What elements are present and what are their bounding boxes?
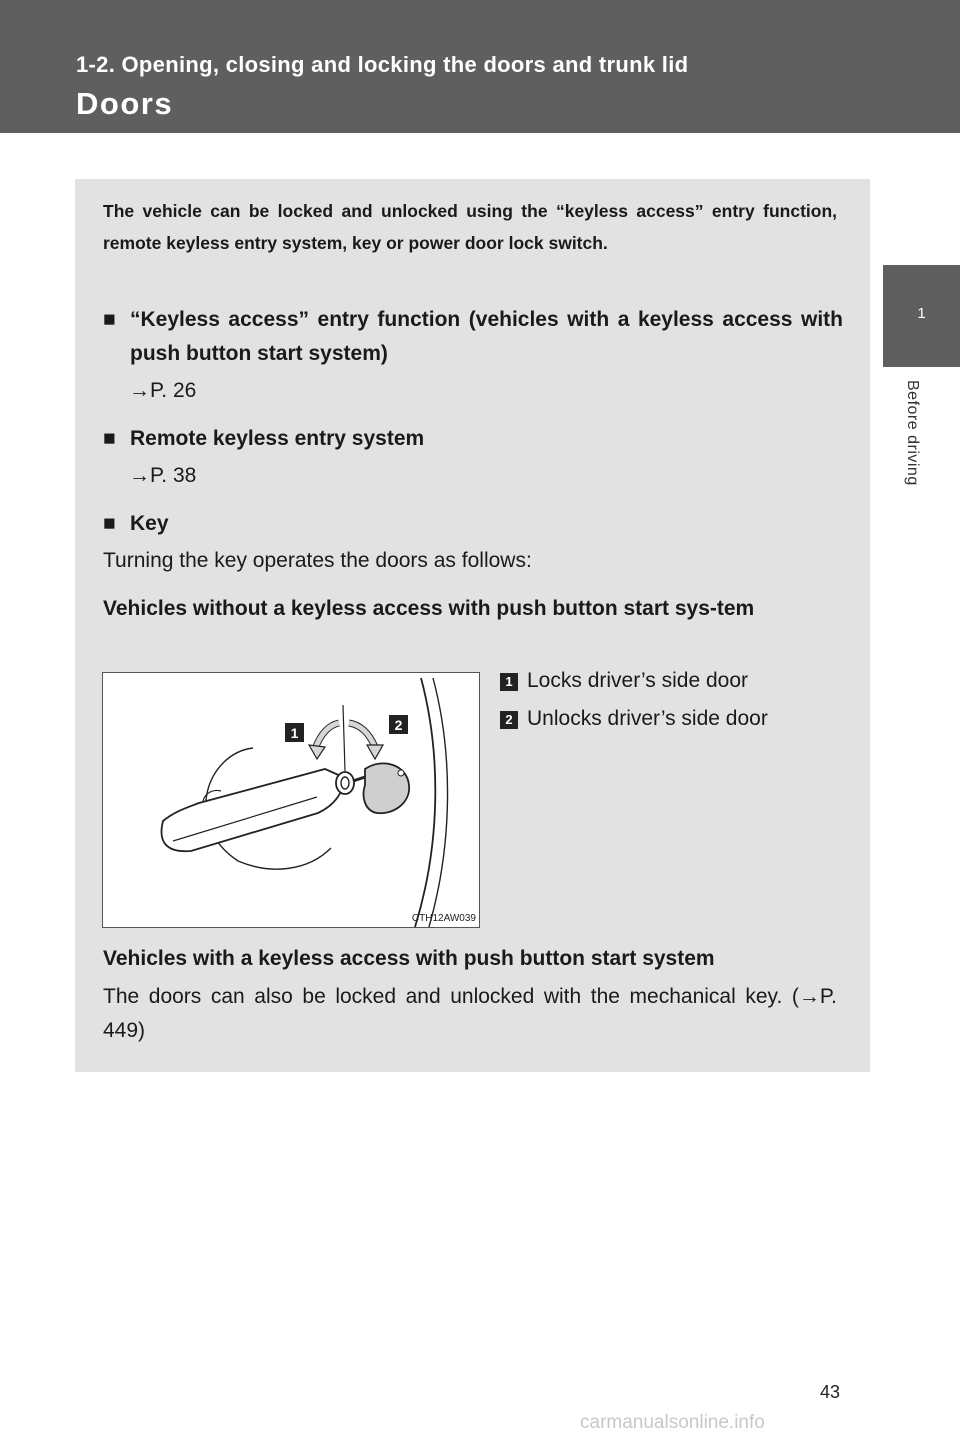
legend-text: Unlocks driver’s side door: [527, 707, 768, 730]
legend-item-lock: [500, 666, 748, 696]
chapter-label: Before driving: [904, 380, 921, 486]
figure-callout-1: 1: [290, 725, 299, 741]
bullet-icon: ■: [103, 308, 116, 331]
page-header: [0, 0, 960, 133]
chapter-label-container: [903, 380, 927, 520]
legend-number-badge: 1: [500, 673, 518, 691]
figure-callout-2: 2: [394, 717, 403, 733]
intro-paragraph: The vehicle can be locked and unlocked using the “keyless access” entry function, remote keyless entry system, key or power door lock switch.: [103, 201, 837, 253]
section-heading: Key: [130, 512, 169, 535]
section-key: [103, 507, 843, 541]
chapter-tab: [883, 265, 960, 367]
door-handle-illustration: [102, 672, 480, 928]
section-remote-keyless: [103, 422, 843, 456]
section-title: 1-2. Opening, closing and locking the doors and trunk lid: [76, 52, 689, 77]
section-keyless-access: [103, 303, 843, 371]
page-reference: →P. 38: [129, 464, 197, 487]
page-number: 43: [820, 1382, 841, 1402]
content-box: [75, 179, 870, 1072]
page-reference: →P. 26: [129, 379, 197, 402]
bullet-icon: ■: [103, 512, 116, 535]
subheading-without-keyless: Vehicles without a keyless access with push button start sys-tem: [103, 597, 755, 620]
watermark: carmanualsonline.info: [580, 1412, 765, 1433]
mechanical-key-text: The doors can also be locked and unlocked with the mechanical key. (→P. 449): [103, 985, 837, 1042]
figure-code: CTH12AW039: [411, 913, 476, 924]
legend-number-badge: 2: [500, 711, 518, 729]
section-heading: “Keyless access” entry function (vehicles with a keyless access with push button start system): [130, 308, 843, 365]
subheading-with-keyless: Vehicles with a keyless access with push button start system: [103, 947, 715, 970]
bullet-icon: ■: [103, 427, 116, 450]
page-title: Doors: [76, 86, 174, 121]
legend-text: Locks driver’s side door: [527, 669, 748, 692]
section-heading: Remote keyless entry system: [130, 427, 425, 450]
legend-item-unlock: [500, 704, 768, 734]
chapter-number: 1: [917, 305, 926, 322]
key-description: Turning the key operates the doors as follows:: [103, 549, 532, 572]
door-handle-key-drawing: [103, 673, 479, 927]
